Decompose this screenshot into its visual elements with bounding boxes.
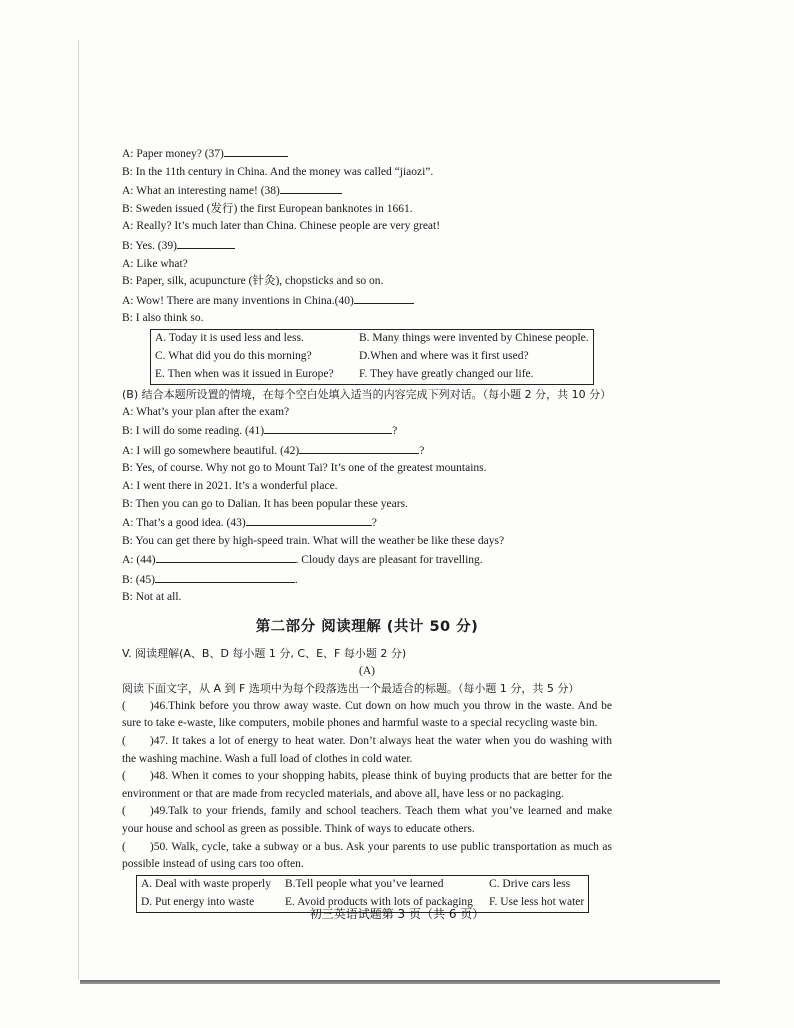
dialogue-1-line: B: Paper, silk, acupuncture (针灸), chopsticks and so on. [122,275,384,288]
sub-section-a: (A) [359,664,375,677]
part-b-instruction: (B) 结合本题所设置的情境，在每个空白处填入适当的内容完成下列对话。（每小题 2 分，共 10 分） [122,387,612,401]
options-row [151,366,594,385]
page-footer: 初三英语试题第 3 页（共 6 页） [309,907,485,921]
options-row [137,875,589,894]
option-cell: D.When and where was it first used? [359,350,529,363]
option-cell: A. Deal with waste properly [141,877,271,890]
answer-blank-44 [156,550,296,563]
dialogue-1-line: A: Paper money? (37) [122,144,612,164]
dialogue-1-line: A: Like what? [122,257,188,270]
dialogue-2-line: B: Yes, of course. Why not go to Mount Tai? It’s one of the greatest mountains. [122,462,487,475]
option-cell: C. Drive cars less [489,877,571,890]
paragraph-47: ( )47. It takes a lot of energy to heat water. Don’t always heat the water when you do washing with the washing machine. Wash a full load of clothes in cold water. [122,735,612,765]
page-bottom-edge [80,980,720,984]
paragraph-50: ( )50. Walk, cycle, take a subway or a bus. Ask your parents to use public transportation as much as possible instead of using cars too often. [122,840,612,871]
reading-a-instruction: 阅读下面文字，从 A 到 F 选项中为每个段落选出一个最适合的标题。（每小题 1 分，共 5 分） [122,682,580,696]
answer-blank-42 [299,441,419,454]
dialogue-2-line: A: What’s your plan after the exam? [122,405,290,418]
option-cell: D. Put energy into waste [141,895,255,908]
paragraph-49: ( )49.Talk to your friends, family and school teachers. Teach them what you’ve learned and make your house and school as green as possible. Think of ways to educate others. [122,805,612,835]
answer-blank-37 [224,144,288,157]
answer-blank-39 [177,236,235,249]
dialogue-2-line: B: I will do some reading. (41) ? [122,421,612,441]
dialogue-2-line: B: Not at all. [122,591,182,604]
answer-blank-41 [264,421,392,434]
dialogue-2-line: A: I went there in 2021. It’s a wonderful place. [122,479,338,492]
option-cell: F. They have greatly changed our life. [359,368,534,381]
option-cell: A. Today it is used less and less. [155,332,304,345]
dialogue-2-line: A: (44) . Cloudy days are pleasant for travelling. [122,550,612,570]
option-cell: E. Then when was it issued in Europe? [155,368,334,381]
options-row [151,329,594,348]
dialogue-1-line: A: Wow! There are many inventions in China.(40) [122,291,612,311]
reading-paragraphs [122,698,612,874]
dialogue-1-line: A: Really? It’s much later than China. Chinese people are very great! [122,220,441,233]
dialogue-1-line: B: I also think so. [122,312,204,325]
options-row [151,348,594,366]
part-2-title: 第二部分 阅读理解 (共计 50 分) [255,619,479,636]
section-v-heading: V. 阅读理解(A、B、D 每小题 1 分, C、E、F 每小题 2 分) [122,647,407,661]
dialogue-1 [122,144,612,328]
option-cell: F. Use less hot water [489,895,585,908]
paragraph-48: ( )48. When it comes to your shopping habits, please think of buying products that are better for the environment or that are made from recycled materials, and above all, have less or no packaging. [122,770,612,800]
answer-blank-40 [354,291,414,304]
dialogue-2-line: A: That’s a good idea. (43) ? [122,513,612,533]
answer-blank-38 [280,181,342,194]
dialogue-1-line: A: What an interesting name! (38) [122,181,612,201]
options-table-1 [150,329,594,385]
dialogue-1-line: B: In the 11th century in China. And the money was called “jiaozi”. [122,165,434,178]
page-left-edge [78,40,79,980]
dialogue-2-line: B: Then you can go to Dalian. It has been popular these years. [122,497,408,510]
dialogue-1-line: B: Sweden issued (发行) the first European banknotes in 1661. [122,202,413,215]
answer-blank-43 [246,513,372,526]
page-content [122,144,612,914]
option-cell: C. What did you do this morning? [155,350,312,363]
option-cell: B.Tell people what you’ve learned [285,877,444,890]
dialogue-2 [122,404,612,608]
dialogue-2-line: B: You can get there by high-speed train. What will the weather be like these days? [122,534,505,547]
dialogue-2-line: A: I will go somewhere beautiful. (42) ? [122,441,612,461]
dialogue-1-line: B: Yes. (39) [122,236,612,256]
paragraph-46: ( )46.Think before you throw away waste. Cut down on how much you throw in the waste. And be sure to take e-waste, like computers, mobile phones and harmful waste to a special recycling waste bin. [122,699,612,730]
option-cell: B. Many things were invented by Chinese people. [359,332,589,345]
dialogue-2-line: B: (45) . [122,570,612,590]
option-cell: E. Avoid products with lots of packaging [285,895,473,908]
answer-blank-45 [155,570,295,583]
